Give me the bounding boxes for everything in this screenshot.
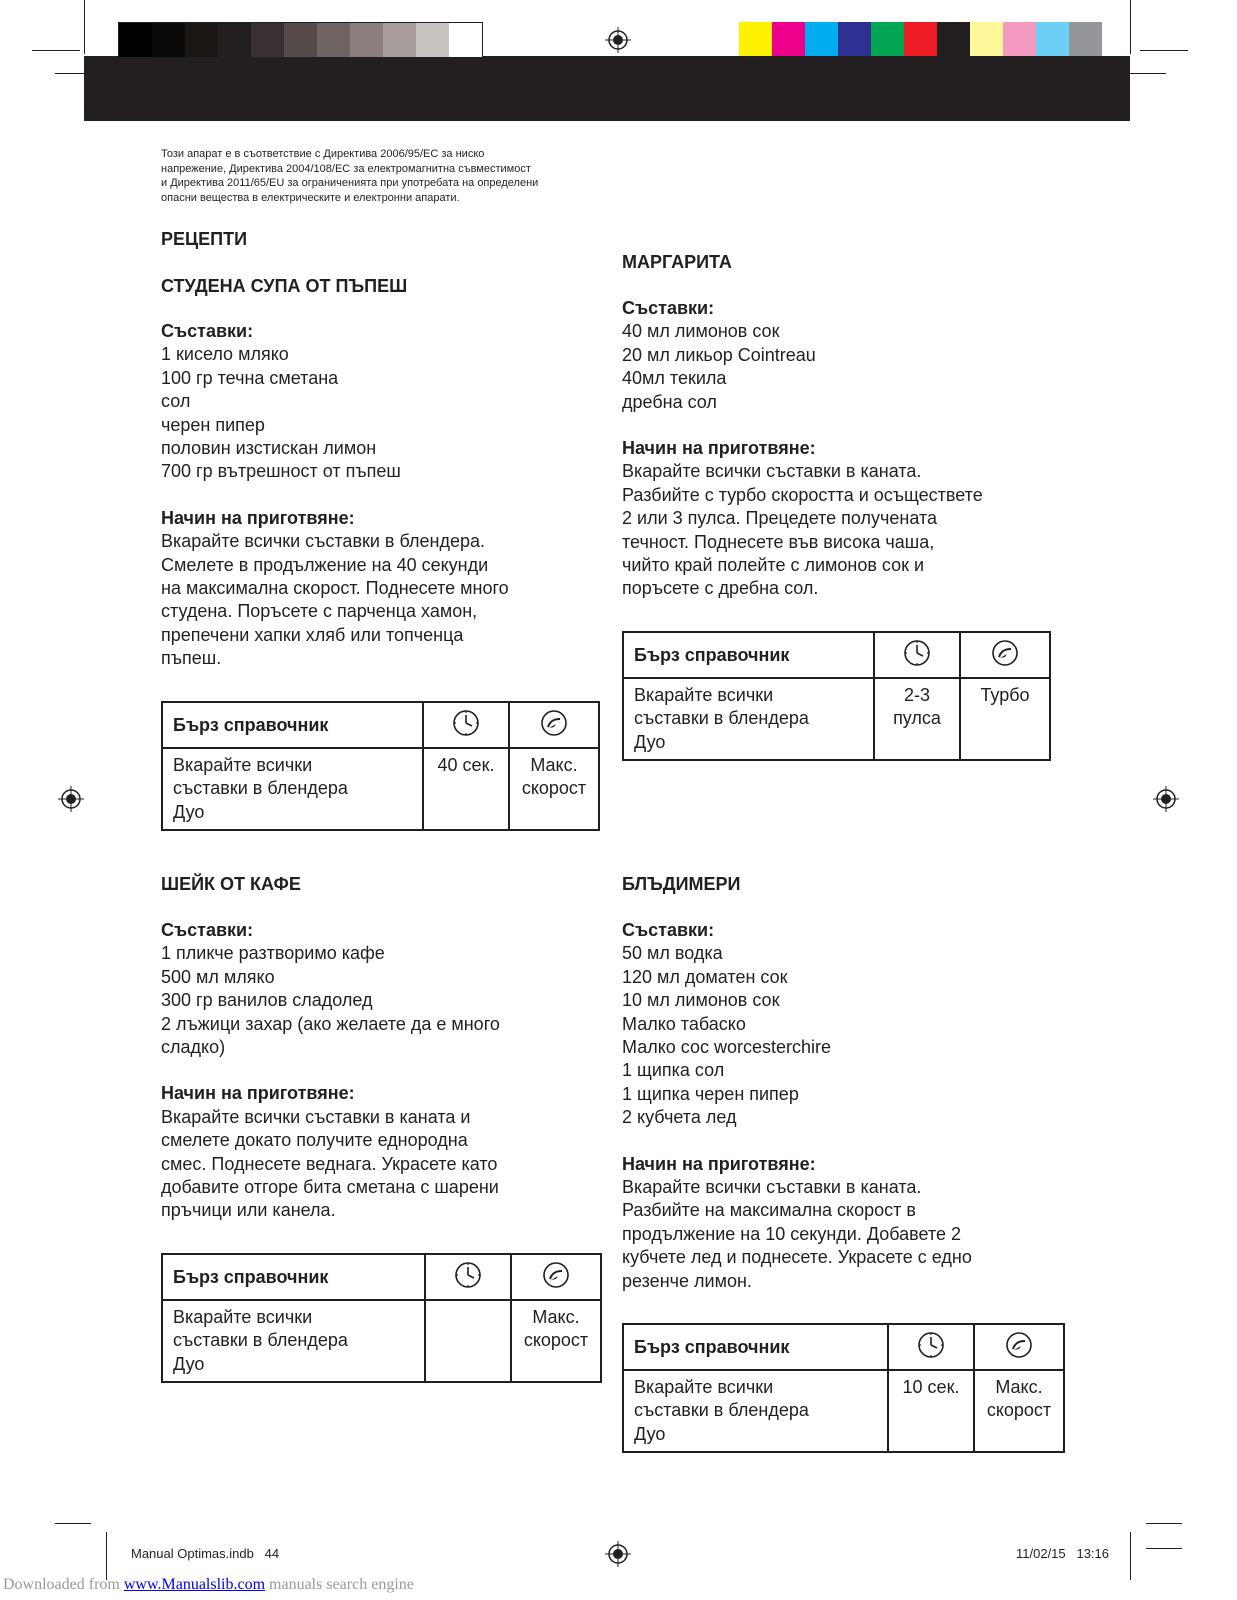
ingredient-line: 1 щипка черен пипер [622,1083,799,1104]
speed-value-cell [509,748,599,830]
color-swatch [1036,22,1069,56]
method-line: Вкарайте всички съставки в каната. [622,1177,922,1198]
crop-mark [1130,73,1166,74]
quick-reference-table [161,701,600,831]
instruction-cell [162,1300,425,1382]
speed-value: Макс. [530,755,578,775]
ingredient-line: 1 щипка сол [622,1060,725,1081]
ingredients-label: Съставки: [622,298,715,318]
color-swatch [871,22,904,56]
speed-dial-icon [540,709,568,737]
method-line: студена. Поръсете с парченца хамон, [161,601,478,622]
color-swatch [119,23,152,57]
method-line: добавите отгоре бита сметана с шарени [161,1177,499,1198]
quick-reference-table [622,631,1051,761]
color-swatch [937,22,970,56]
download-notice [3,1576,414,1594]
crop-mark [1140,50,1188,51]
table-header-cell: Бърз справочник [623,1324,888,1370]
speed-value: Турбо [980,685,1030,705]
ingredient-line: 50 мл водка [622,943,723,964]
ingredient-line: 10 мл лимонов сок [622,990,780,1011]
footer-date: 11/02/15 13:16 [1016,1546,1110,1561]
section-title: РЕЦЕПТИ [161,229,248,249]
recipe-title: СТУДЕНА СУПА ОТ ПЪПЕШ [161,276,408,296]
color-swatch [218,23,251,57]
ingredient-line: 500 мл мляко [161,966,275,987]
instruction-line: съставки в блендера [173,1330,348,1351]
instruction-cell [623,678,874,760]
table-row [162,702,599,748]
table-header-cell: Бърз справочник [623,632,874,678]
color-swatch [1069,22,1102,56]
spacer [622,414,983,437]
crop-mark [55,1523,91,1524]
ingredient-line: 100 гр течна сметана [161,367,339,388]
speed-header-cell [974,1324,1064,1370]
instruction-line: Дуо [634,731,666,752]
crop-mark [1130,0,1131,54]
speed-value-cell [974,1370,1064,1452]
speed-header-cell [509,702,599,748]
color-swatch [970,22,1003,56]
color-swatch [317,23,350,57]
recipe-body [622,919,972,1293]
speed-header-cell [511,1254,601,1300]
method-line: поръсете с дребна сол. [622,578,819,599]
clock-icon [454,1261,482,1289]
method-line: Разбийте с турбо скоростта и осъществете [622,484,983,505]
speed-header-cell [960,632,1050,678]
color-swatch [805,22,838,56]
color-swatch [383,23,416,57]
ingredients-label: Съставки: [161,321,254,341]
ingredient-line: 1 пликче разтворимо кафе [161,943,385,964]
method-label: Начин на приготвяне: [622,1153,816,1174]
color-swatch [772,22,805,56]
ingredient-line: 40мл текила [622,368,727,389]
time-value: 40 сек. [437,755,495,775]
ingredient-line: 120 мл доматен сок [622,966,788,987]
method-line: Вкарайте всички съставки в каната и [161,1106,471,1127]
method-label: Начин на приготвяне: [161,507,355,528]
ingredient-line: сладко) [161,1037,226,1058]
directive-notice [161,147,591,205]
table-row [623,1370,1064,1452]
quick-reference-table [161,1253,602,1383]
speed-value: скорост [521,778,587,799]
table-row [162,748,599,830]
instruction-line: Дуо [634,1423,666,1444]
recipe-body [161,320,509,671]
footer-file-name: Manual Optimas.indb 44 [131,1546,280,1561]
crop-mark [106,1532,107,1580]
time-value-cell [888,1370,974,1452]
time-value: 10 сек. [902,1377,960,1397]
ingredients-label: Съставки: [161,920,254,940]
grayscale-swatches [118,22,483,58]
time-value-cell [874,678,960,760]
recipe-body [161,919,500,1223]
directive-line: опасни вещества в електрическите и електронни апарати. [161,191,460,204]
color-swatch [904,22,937,56]
instruction-line: Вкарайте всички [634,1377,774,1397]
method-line: Смелете в продължение на 40 секунди [161,554,489,575]
speed-dial-icon [1005,1331,1033,1359]
registration-mark-icon [1153,786,1179,812]
ingredient-line: 1 кисело мляко [161,344,289,365]
directive-line: и Директива 2011/65/EU за ограниченията при употребата на определени [161,177,539,189]
clock-icon [903,639,931,667]
method-line: смелете докато получите еднородна [161,1130,468,1151]
time-header-cell [888,1324,974,1370]
method-line: кубчете лед и поднесете. Украсете с едно [622,1247,972,1268]
method-line: препечени хапки хляб или топченца [161,624,464,645]
table-row [623,678,1050,760]
table-row [162,1254,601,1300]
method-line: чийто край полейте с лимонов сок и [622,555,925,576]
crop-mark [1146,1523,1182,1524]
table-header-cell: Бърз справочник [162,1254,425,1300]
instruction-cell [162,748,423,830]
time-value: пулса [893,708,941,729]
ingredient-line: 300 гр ванилов сладолед [161,990,373,1011]
clock-icon [452,709,480,737]
download-prefix: Downloaded from [3,1576,124,1593]
method-line: пръчици или канела. [161,1200,336,1221]
manualslib-link[interactable]: www.Manualslib.com [123,1576,266,1593]
speed-dial-icon [542,1261,570,1289]
recipe-title: ШЕЙК ОТ КАФЕ [161,874,301,894]
speed-dial-icon [991,639,1019,667]
time-header-cell [425,1254,511,1300]
instruction-line: Дуо [173,1353,205,1374]
color-swatch [1003,22,1036,56]
table-row [162,1300,601,1382]
clock-icon [917,1331,945,1359]
time-value-cell [423,748,509,830]
time-header-cell [874,632,960,678]
crop-mark [32,50,80,51]
instruction-line: Вкарайте всички [173,1307,313,1327]
registration-mark-icon [605,1541,631,1567]
color-swatch [152,23,185,57]
color-swatch [838,22,871,56]
directive-line: Този апарат е в съответствие с Директива 2006/95/ЕС за ниско [161,148,485,160]
method-line: Разбийте на максимална скорост в [622,1200,916,1221]
method-line: 2 или 3 пулса. Прецедете получената [622,508,938,529]
speed-value: Макс. [995,1377,1043,1397]
directive-line: напрежение, Директива 2004/108/ЕС за електромагнитна съвместимост [161,162,531,175]
ingredient-line: черен пипер [161,414,265,435]
crop-mark [1146,1548,1182,1549]
color-swatch [185,23,218,57]
spacer [161,484,509,507]
speed-value-cell [960,678,1050,760]
method-line: резенче лимон. [622,1270,752,1291]
printer-color-bar [84,56,1130,121]
instruction-line: Вкарайте всички [173,755,313,775]
instruction-cell [623,1370,888,1452]
ingredient-line: 20 мл ликьор Cointreau [622,344,816,365]
time-value-cell [425,1300,511,1382]
registration-mark-icon [605,27,631,53]
ingredient-line: 2 лъжици захар (ако желаете да е много [161,1013,500,1034]
table-row [623,1324,1064,1370]
spacer [622,1130,972,1153]
ingredient-line: 700 гр вътрешност от пъпеш [161,461,401,482]
instruction-line: Вкарайте всички [634,685,774,705]
ingredient-line: дребна сол [622,391,717,412]
color-swatches [739,22,1102,56]
method-line: Вкарайте всички съставки в блендера. [161,531,485,552]
recipe-title: МАРГАРИТА [622,252,732,272]
recipe-body [622,297,983,601]
speed-value: Макс. [532,1307,580,1327]
crop-mark [84,0,85,54]
instruction-line: Дуо [173,801,205,822]
method-line: продължение на 10 секунди. Добавете 2 [622,1223,962,1244]
method-label: Начин на приготвяне: [161,1083,355,1104]
ingredients-label: Съставки: [622,920,715,940]
quick-reference-table [622,1323,1065,1453]
spacer [161,1059,500,1082]
time-header-cell [423,702,509,748]
method-line: течност. Поднесете във висока чаша, [622,531,935,552]
speed-value: скорост [986,1400,1052,1421]
registration-mark-icon [58,786,84,812]
ingredient-line: половин изстискан лимон [161,438,377,459]
crop-mark [1130,1532,1131,1580]
ingredient-line: 2 кубчета лед [622,1107,737,1128]
speed-value: скорост [523,1330,589,1351]
method-line: на максимална скорост. Поднесете много [161,578,509,599]
color-swatch [449,23,482,57]
color-swatch [739,22,772,56]
color-swatch [350,23,383,57]
ingredient-line: Малко табаско [622,1013,746,1034]
time-value: 2-3 [903,685,930,705]
color-swatch [284,23,317,57]
ingredient-line: Малко сос worcesterchire [622,1037,832,1058]
instruction-line: съставки в блендера [634,1400,809,1421]
recipe-title: БЛЪДИМЕРИ [622,874,741,894]
method-label: Начин на приготвяне: [622,438,816,459]
instruction-line: съставки в блендера [634,708,809,729]
ingredient-line: сол [161,391,191,412]
table-header-cell: Бърз справочник [162,702,423,748]
download-suffix: manuals search engine [265,1576,414,1593]
method-line: пъпеш. [161,648,222,669]
color-swatch [251,23,284,57]
ingredient-line: 40 мл лимонов сок [622,321,780,342]
instruction-line: съставки в блендера [173,778,348,799]
method-line: смес. Поднесете веднага. Украсете като [161,1153,498,1174]
speed-value-cell [511,1300,601,1382]
method-line: Вкарайте всички съставки в каната. [622,461,922,482]
color-swatch [416,23,449,57]
table-row [623,632,1050,678]
